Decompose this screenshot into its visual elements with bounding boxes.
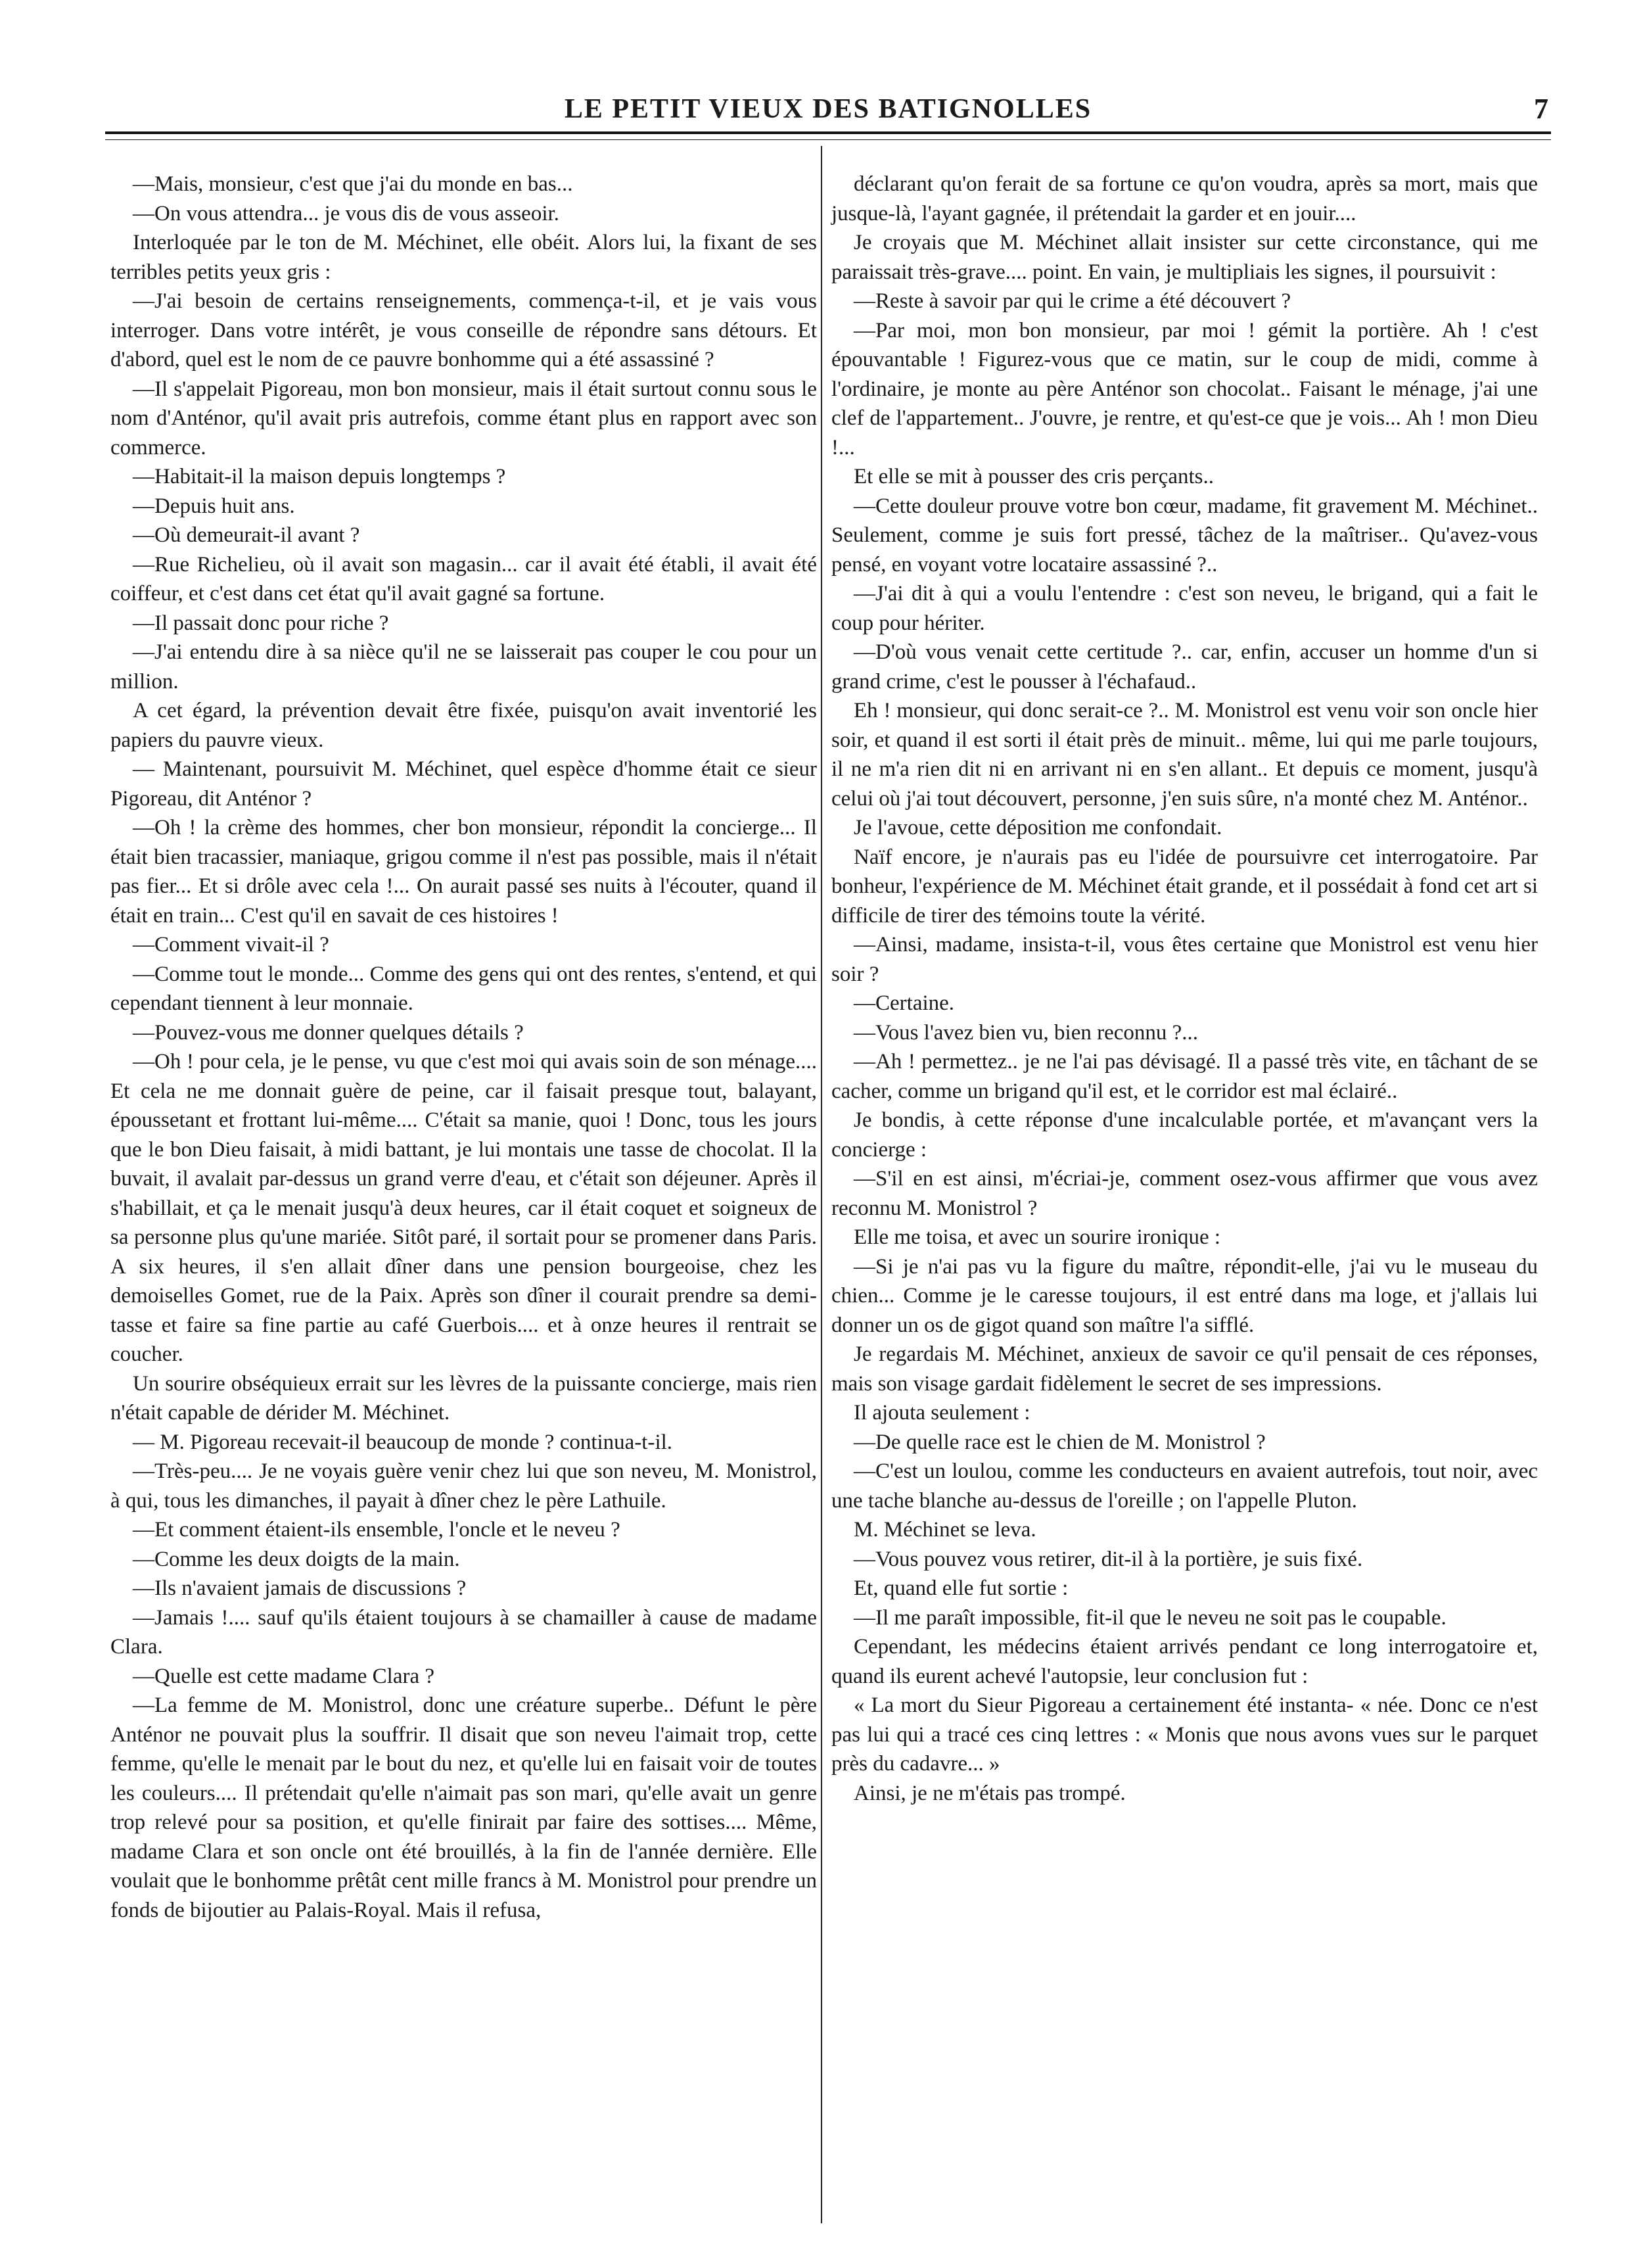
page-number: 7 — [1534, 93, 1548, 125]
paragraph: —Ainsi, madame, insista-t-il, vous êtes certaine que Monistrol est venu hier soir ? — [831, 933, 1538, 986]
paragraph: —Il me paraît impossible, fit-il que le neveu ne soit pas le coupable. — [854, 1605, 1446, 1630]
paragraph: Et, quand elle fut sortie : — [854, 1576, 1069, 1600]
paragraph: —Habitait-il la maison depuis longtemps ? — [133, 465, 506, 488]
paragraph: —Cette douleur prouve votre bon cœur, madame, fit gravement M. Méchinet.. Seulement, comme je suis fort pressé, tâchez de la maîtriser.. Qu'avez-vous pensé, en voyant votre locataire assassiné ?.. — [831, 494, 1538, 577]
paragraph: Ainsi, je ne m'étais pas trompé. — [854, 1781, 1126, 1805]
paragraph: — Maintenant, poursuivit M. Méchinet, quel espèce d'homme était ce sieur Pigoreau, dit Anténor ? — [110, 757, 817, 811]
paragraph: Naïf encore, je n'aurais pas eu l'idée de poursuivre cet interrogatoire. Par bonheur, l'expérience de M. Méchinet était grande, et il possédait à fond cet art si difficile de tirer des témoins toute la vérité. — [831, 845, 1538, 928]
header-rule-thick — [105, 131, 1551, 134]
paragraph: —Pouvez-vous me donner quelques détails ? — [133, 1020, 524, 1045]
page-header — [105, 92, 1551, 131]
running-title: LE PETIT VIEUX DES BATIGNOLLES — [564, 94, 1092, 124]
paragraph: déclarant qu'on ferait de sa fortune ce qu'on voudra, après sa mort, mais que jusque-là, l'ayant gagnée, il prétendait la garder et en jouir.... — [831, 172, 1538, 225]
paragraph: Elle me toisa, et avec un sourire ironique : — [854, 1225, 1221, 1249]
paragraph: —Certaine. — [854, 991, 955, 1015]
paragraph: —Comme tout le monde... Comme des gens qui ont des rentes, s'entend, et qui cependant tiennent à leur monnaie. — [110, 962, 817, 1015]
paragraph: —Comme les deux doigts de la main. — [133, 1547, 460, 1571]
paragraph: —Il passait donc pour riche ? — [133, 611, 389, 635]
paragraph: — M. Pigoreau recevait-il beaucoup de monde ? continua-t-il. — [133, 1430, 673, 1454]
paragraph: —Il s'appelait Pigoreau, mon bon monsieur, mais il était surtout connu sous le nom d'Anténor, qu'il avait pris autrefois, comme étant plus en rapport avec son commerce. — [110, 377, 817, 460]
paragraph: —Reste à savoir par qui le crime a été découvert ? — [854, 289, 1291, 313]
paragraph: —Mais, monsieur, c'est que j'ai du monde en bas... — [133, 172, 573, 196]
paragraph: —Vous pouvez vous retirer, dit-il à la portière, je suis fixé. — [854, 1547, 1363, 1571]
paragraph: —La femme de M. Monistrol, donc une créature superbe.. Défunt le père Anténor ne pouvait plus la souffrir. Il disait que son neveu l'aimait trop, cette femme, qu'elle le menait par le bout du nez, et qu'elle lui en faisait voir de toutes les couleurs.... Il prétendait qu'elle n'aimait pas son mari, qu'elle avait un genre trop relevé pour sa position, et qu'elle finirait par faire des sottises.... Même, madame Clara et son oncle ont été brouillés, à la fin de l'année dernière. Elle voulait que le bonhomme prêtât cent mille francs à M. Monistrol pour prendre un fonds de bijoutier au Palais-Royal. Mais il refusa, — [110, 1693, 817, 1922]
paragraph: Je l'avoue, cette déposition me confondait. — [854, 816, 1222, 839]
paragraph: —Quelle est cette madame Clara ? — [133, 1664, 435, 1688]
paragraph: —Vous l'avez bien vu, bien reconnu ?... — [854, 1020, 1199, 1045]
paragraph: —J'ai dit à qui a voulu l'entendre : c'est son neveu, le brigand, qui a fait le coup pour hériter. — [831, 582, 1538, 635]
paragraph: Il ajouta seulement : — [854, 1401, 1030, 1425]
paragraph: —On vous attendra... je vous dis de vous asseoir. — [133, 201, 559, 225]
paragraph: —Par moi, mon bon monsieur, par moi ! gémit la portière. Ah ! c'est épouvantable ! Figurez-vous que ce matin, sur le coup de midi, comme à l'ordinaire, je monte au père Anténor son chocolat.. Faisant le ménage, j'ai une clef de l'appartement.. J'ouvre, je rentre, et qu'est-ce que je vois... Ah ! mon Dieu !... — [831, 318, 1538, 460]
paragraph: —Et comment étaient-ils ensemble, l'oncle et le neveu ? — [133, 1518, 620, 1542]
paragraph: —Ah ! permettez.. je ne l'ai pas dévisagé. Il a passé très vite, en tâchant de se cacher, comme un brigand qu'il est, et le corridor est mal éclairé.. — [831, 1050, 1538, 1103]
paragraph: —Comment vivait-il ? — [133, 933, 329, 957]
right-column — [831, 170, 1538, 1808]
paragraph: —Oh ! pour cela, je le pense, vu que c'est moi qui avais soin de son ménage.... Et cela ne me donnait guère de peine, car il faisait presque tout, balayant, époussetant et frottant lui-même.... C'était sa manie, quoi ! Donc, tous les jours que le bon Dieu faisait, à midi battant, je lui montais une tasse de chocolat. Il la buvait, il avalait par-dessus un grand verre d'eau, et c'était son déjeuner. Après il s'habillait, et ça le menait jusqu'à deux heures, car il était coquet et soigneux de sa personne plus qu'une mariée. Sitôt paré, il sortait pour se promener dans Paris. A six heures, il s'en allait dîner dans une pension bourgeoise, chez les demoiselles Gomet, rue de la Paix. Après son dîner il courait prendre sa demi-tasse et faire sa fine partie au café Guerbois.... et à onze heures il rentrait se coucher. — [110, 1050, 817, 1366]
paragraph: Un sourire obséquieux errait sur les lèvres de la puissante concierge, mais rien n'était capable de dérider M. Méchinet. — [110, 1371, 817, 1425]
column-divider — [821, 146, 822, 2223]
paragraph: Et elle se mit à pousser des cris perçants.. — [854, 465, 1214, 488]
paragraph: Interloquée par le ton de M. Méchinet, elle obéit. Alors lui, la fixant de ses terribles petits yeux gris : — [110, 231, 817, 284]
left-column — [110, 170, 817, 1925]
paragraph: —Depuis huit ans. — [133, 494, 295, 518]
paragraph: A cet égard, la prévention devait être fixée, puisqu'on avait inventorié les papiers du pauvre vieux. — [110, 699, 817, 752]
paragraph: —Si je n'ai pas vu la figure du maître, répondit-elle, j'ai vu le museau du chien... Comme je le caresse toujours, il est entré dans ma loge, et j'allais lui donner un os de gigot quand son maître l'a sifflé. — [831, 1254, 1538, 1337]
paragraph: Je croyais que M. Méchinet allait insister sur cette circonstance, qui me paraissait très-grave.... point. En vain, je multipliais les signes, il poursuivit : — [831, 231, 1538, 284]
paragraph: —Oh ! la crème des hommes, cher bon monsieur, répondit la concierge... Il était bien tracassier, maniaque, grigou comme il n'est pas possible, mais il n'était pas fier... Et si drôle avec cela !... On aurait passé ses nuits à l'écouter, quand il était en train... C'est qu'il en savait de ces histoires ! — [110, 816, 817, 928]
paragraph: Cependant, les médecins étaient arrivés pendant ce long interrogatoire et, quand ils eurent achevé l'autopsie, leur conclusion fut : — [831, 1635, 1538, 1688]
paragraph: Je bondis, à cette réponse d'une incalculable portée, et m'avançant vers la concierge : — [831, 1108, 1538, 1162]
paragraph: —S'il en est ainsi, m'écriai-je, comment osez-vous affirmer que vous avez reconnu M. Monistrol ? — [831, 1167, 1538, 1220]
paragraph: —C'est un loulou, comme les conducteurs en avaient autrefois, tout noir, avec une tache blanche au-dessus de l'oreille ; on l'appelle Pluton. — [831, 1459, 1538, 1513]
paragraph: —Jamais !.... sauf qu'ils étaient toujours à se chamailler à cause de madame Clara. — [110, 1605, 817, 1659]
paragraph: —Rue Richelieu, où il avait son magasin... car il avait été établi, il avait été coiffeur, et c'est dans cet état qu'il avait gagné sa fortune. — [110, 552, 817, 605]
header-rule-thin — [105, 139, 1551, 140]
paragraph: —J'ai entendu dire à sa nièce qu'il ne se laisserait pas couper le cou pour un million. — [110, 640, 817, 694]
paragraph: Eh ! monsieur, qui donc serait-ce ?.. M. Monistrol est venu voir son oncle hier soir, et quand il est sorti il était près de minuit.. même, lui qui me parle toujours, il ne m'a rien dit ni en arrivant ni en s'en allant.. Et depuis ce moment, jusqu'à celui où j'ai tout découvert, personne, j'en suis sûre, n'a monté chez M. Anténor.. — [831, 699, 1538, 811]
paragraph: —J'ai besoin de certains renseignements, commença-t-il, et je vais vous interroger. Dans votre intérêt, je vous conseille de répondre sans détours. Et d'abord, quel est le nom de ce pauvre bonhomme qui a été assassiné ? — [110, 289, 817, 371]
paragraph: —Où demeurait-il avant ? — [133, 523, 360, 547]
paragraph: —De quelle race est le chien de M. Monistrol ? — [854, 1430, 1266, 1454]
paragraph: —D'où vous venait cette certitude ?.. car, enfin, accuser un homme d'un si grand crime, c'est le pousser à l'échafaud.. — [831, 640, 1538, 694]
paragraph: « La mort du Sieur Pigoreau a certainement été instanta- « née. Donc ce n'est pas lui qui a tracé ces cinq lettres : « Monis que nous avons vues sur le parquet près du cadavre... » — [831, 1693, 1538, 1776]
paragraph: —Ils n'avaient jamais de discussions ? — [133, 1576, 467, 1600]
paragraph: M. Méchinet se leva. — [854, 1518, 1036, 1542]
paragraph: Je regardais M. Méchinet, anxieux de savoir ce qu'il pensait de ces réponses, mais son visage gardait fidèlement le secret de ses impressions. — [831, 1342, 1538, 1396]
paragraph: —Très-peu.... Je ne voyais guère venir chez lui que son neveu, M. Monistrol, à qui, tous les dimanches, il payait à dîner chez le père Lathuile. — [110, 1459, 817, 1513]
